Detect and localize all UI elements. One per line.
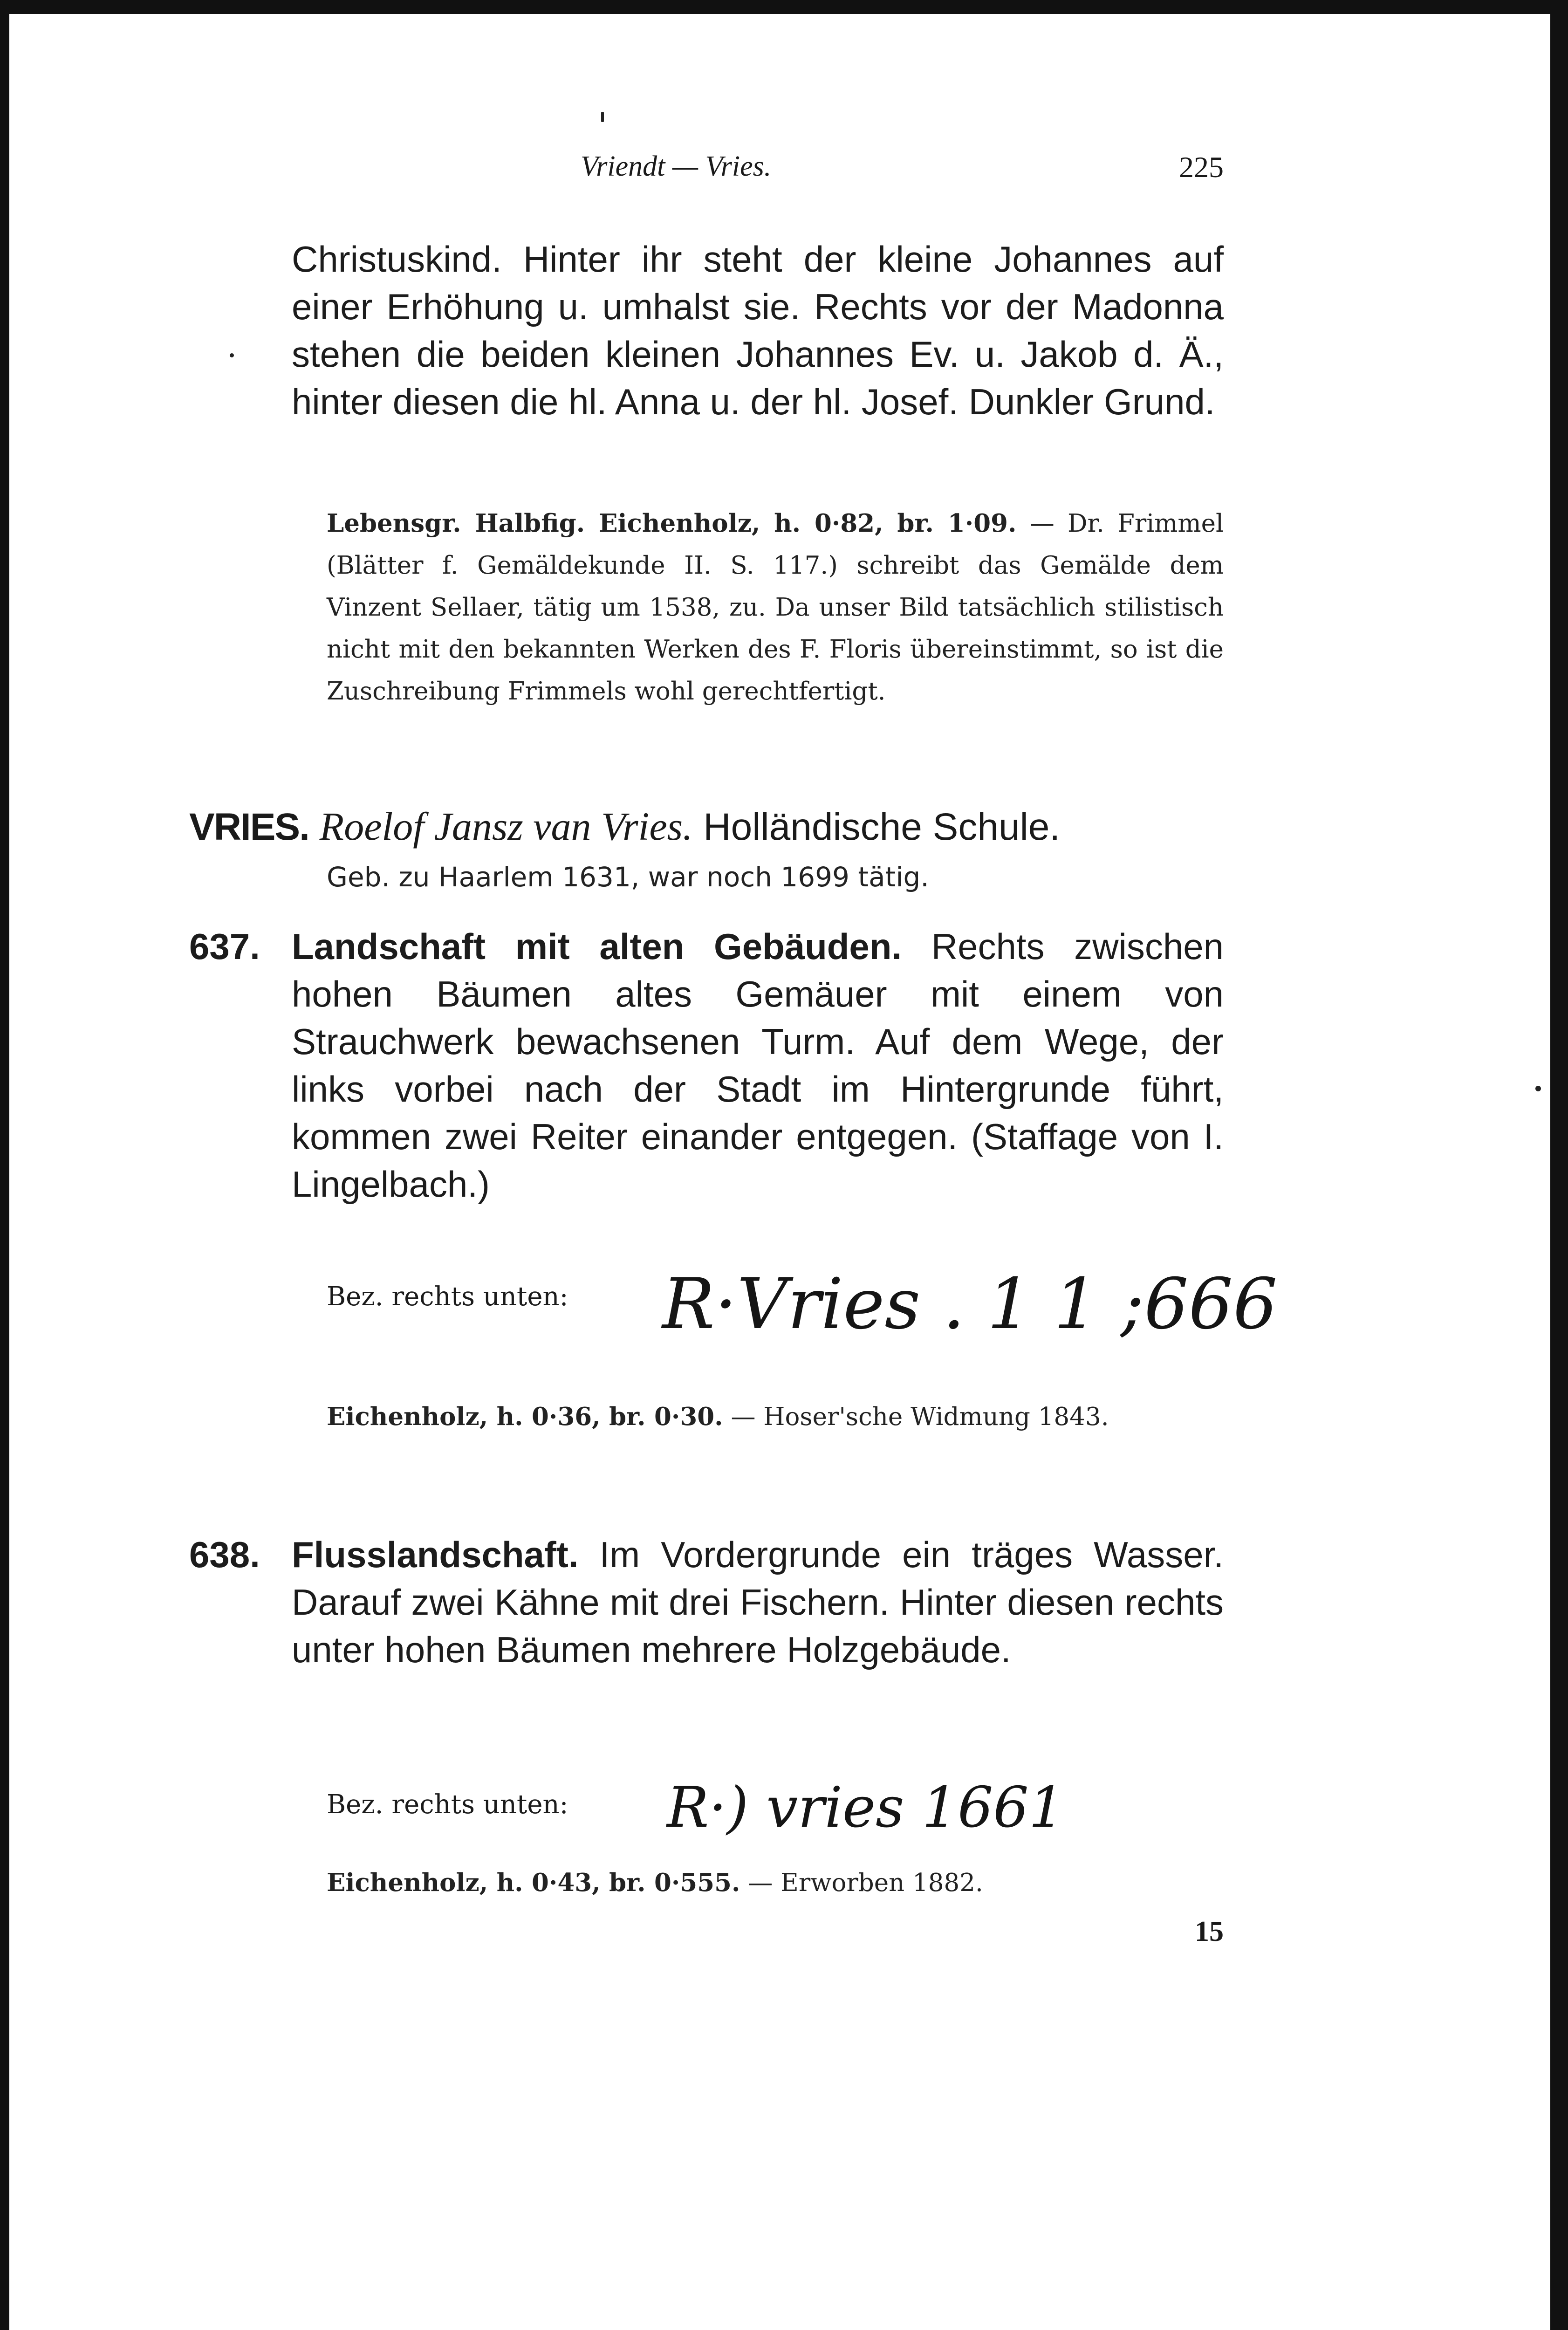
technical-provenance: — Hoser'sche Widmung 1843.: [723, 1403, 1109, 1431]
page-number: 225: [1179, 151, 1224, 184]
paper-speck: [230, 353, 234, 357]
catalog-page: [189, 0, 1278, 2330]
svg-text:R·Vries . 1 1 ;666: R·Vries . 1 1 ;666: [662, 1264, 1278, 1345]
paper-speck: [1535, 1086, 1541, 1091]
signature-label: Bez. rechts unten:: [327, 1789, 568, 1820]
entry-title: Flusslandschaft.: [292, 1534, 579, 1575]
artist-school: Holländische Schule.: [703, 806, 1061, 848]
svg-text:R·) vries 1661: R·) vries 1661: [667, 1775, 1065, 1840]
signature-facsimile-637: [657, 1249, 1278, 1361]
entry-title: Landschaft mit alten Gebäuden.: [292, 926, 902, 967]
scan-border-left: [0, 0, 9, 2330]
technical-dimensions: Eichenholz, h. 0·43, br. 0·555.: [327, 1868, 740, 1897]
paper-speck: [601, 112, 604, 122]
technical-provenance: — Erworben 1882.: [740, 1869, 983, 1897]
signature-label: Bez. rechts unten:: [327, 1282, 568, 1312]
running-head: [292, 150, 1224, 192]
entry-description: Im Vordergrunde ein träges Wasser. Darauf zwei Kähne mit drei Fischern. Hinter diesen rechts unter hohen Bäumen mehrere Holzgebäude.: [292, 1534, 1224, 1670]
technical-dimensions: Eichenholz, h. 0·36, br. 0·30.: [327, 1402, 723, 1431]
technical-note: [327, 502, 1224, 713]
technical-note-637: [327, 1396, 1224, 1438]
artist-life-dates: Geb. zu Haarlem 1631, war noch 1699 tätig.: [327, 861, 929, 893]
artist-full-name: Roelof Jansz van Vries.: [319, 804, 693, 849]
technical-note-remark: — Dr. Frimmel (Blätter f. Gemäldekunde II. S. 117.) schreibt das Gemälde dem Vinzent Sellaer, tätig um 1538, zu. Da unser Bild tatsächlich stilistisch nicht mit den bekannten Werken des F. Floris übereinstimmt, so ist die Zuschreibung Frimmels wohl gerechtfertigt.: [327, 509, 1224, 706]
sheet-signature-mark: 15: [1195, 1916, 1224, 1947]
scan-border-right: [1550, 0, 1568, 2330]
technical-note-dimensions: Lebensgr. Halbfig. Eichenholz, h. 0·82, br. 1·09.: [327, 509, 1017, 538]
entry-number: 638.: [189, 1534, 260, 1575]
catalog-entry-638: [189, 1531, 1224, 1673]
entry-number: 637.: [189, 926, 260, 967]
signature-row-637: [327, 1249, 1278, 1361]
entry-description: Rechts zwischen hohen Bäumen altes Gemäuer mit einem von Strauchwerk bewachsenen Turm. Auf dem Wege, der links vorbei nach der Stadt im Hintergrunde führt, kommen zwei Reiter einander entgegen. (Staffage von I. Lingelbach.): [292, 926, 1224, 1205]
technical-note-638: [327, 1862, 1224, 1904]
artist-heading: [189, 801, 1224, 853]
running-title: Vriendt — Vries.: [581, 151, 772, 182]
catalog-entry-637: [189, 923, 1224, 1208]
signature-row-638: [327, 1757, 1224, 1869]
artist-surname: VRIES.: [189, 806, 309, 848]
signature-facsimile-638: [662, 1757, 1082, 1869]
continued-description: Christuskind. Hinter ihr steht der kleine Johannes auf einer Erhöhung u. umhalst sie. Rechts vor der Madonna stehen die beiden kleinen Johannes Ev. u. Jakob d. Ä., hinter diesen die hl. Anna u. der hl. Josef. Dunkler Grund.: [292, 239, 1224, 422]
